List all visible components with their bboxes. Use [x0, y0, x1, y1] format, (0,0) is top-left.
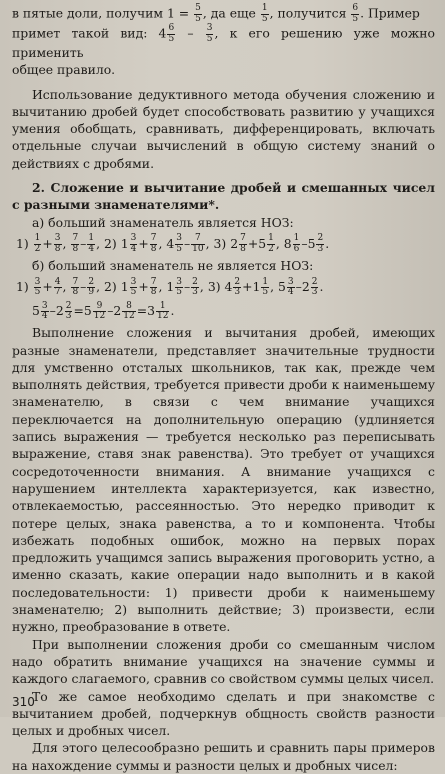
text-span: , да еще: [202, 5, 260, 21]
fraction: $\frac{6}{5}$: [352, 3, 359, 24]
paragraph-deductive: Использование дедуктивного метода обучения сложению и вычитанию дробей будет способствовать развитию у учащихся умения обобщать, сравнивать, дифференцировать, включать отдельные случаи вычислений в общую систему знаний о действиях с дробями.: [12, 86, 435, 171]
fraction: $\frac{6}{5}$: [168, 23, 175, 44]
section-heading: 2. Сложение и вычитание дробей и смешанных чисел с разными знаменателями*.: [12, 180, 435, 213]
text-span: , к его решению уже можно применить: [12, 25, 435, 60]
paragraph-pairs: Для этого целесообразно решить и сравнить пары примеров на нахождение суммы и разности целых и дробных чисел:: [12, 740, 435, 773]
fraction: $\frac{3}{5}$: [206, 23, 213, 44]
text-span: . Пример: [360, 5, 420, 21]
text-line: общее правило.: [12, 62, 116, 78]
fraction: $\frac{1}{5}$: [261, 3, 268, 24]
page-number: 310: [12, 694, 35, 709]
text-line: [12, 4, 435, 24]
text-span: , получится: [269, 5, 351, 21]
examples-a: 1) $\frac{1}{2}$ + $\frac{3}{8}$ , $\frac{7}{8}$ – $\frac{1}{4}$ , 2) 1 $\frac{3}{4}$ + $\frac{7}{8}$ , 4 $\frac{3}{5}$ – $\frac{7}{10}$ , 3) 2 $\frac{7}{8}$ +5 $\frac{1}{2}$ , 8 $\frac{1}{6}$ –5 $\frac{2}{3}$ .: [16, 233, 330, 254]
text-span: в пятые доли, получим 1 =: [12, 5, 194, 21]
paragraph-mixed: При выполнении сложения дроби со смешанным числом надо обратить внимание учащихся на значение суммы и каждого слагаемого, сравнив со свойством суммы целых чисел.: [12, 636, 435, 687]
case-a-label: а) больший знаменатель является НОЗ:: [32, 214, 294, 230]
fraction: $\frac{5}{5}$: [195, 3, 201, 24]
paragraph-difficulty: Выполнение сложения и вычитания дробей, имеющих разные знаменатели, представляет значительные трудности для умственно отсталых школьников, так как, прежде чем выполнять действия, требуется привести дроби к наименьшему знаменателю, в связи с чем внимание учащихся переключается на дополнительную операцию (удлиняется запись выражения — требуется несколько раз переписывать выражение, ставя знак равенства). Это требует от учащихся сосредоточенности внимания. А внимание учащихся с нарушением интеллекта характеризуется, как известно, отвлекаемостью, рассеянностью. Это нередко приводит к потере целых, знака равенства, а то и компонента. Чтобы избежать подобных ошибок, можно на первых порах предложить учащимся запись выражения проговорить устно, а именно сказать, какие операции надо выполнить и в какой последовательности: 1) привести дроби к наименьшему знаменателю; 2) выполнить действие; 3) произвести, если нужно, преобразование в ответе.: [12, 325, 435, 635]
examples-b: 1) $\frac{3}{5}$ + $\frac{4}{7}$ , $\frac{7}{8}$ – $\frac{2}{9}$ , 2) 1 $\frac{3}{5}$ + $\frac{7}{8}$ , 1 $\frac{3}{5}$ – $\frac{2}{3}$ , 3) 4 $\frac{2}{3}$ +1 $\frac{1}{5}$ , 5 $\frac{3}{4}$ –2 $\frac{2}{3}$ .: [16, 276, 324, 298]
text-span: –: [176, 25, 205, 41]
paragraph-subtract: То же самое необходимо сделать и при знакомстве с вычитанием дробей, подчеркнув общность свойств разности целых и дробных чисел.: [12, 688, 435, 739]
text-span: примет такой вид: 4: [12, 25, 167, 41]
case-b-label: б) больший знаменатель не является НОЗ:: [32, 257, 314, 273]
text-line: [12, 24, 435, 61]
example-solution: 5 $\frac{3}{4}$ –2 $\frac{2}{3}$ =5 $\frac{9}{12}$ –2 $\frac{8}{12}$ =3 $\frac{1}{12}$ .: [32, 300, 175, 322]
